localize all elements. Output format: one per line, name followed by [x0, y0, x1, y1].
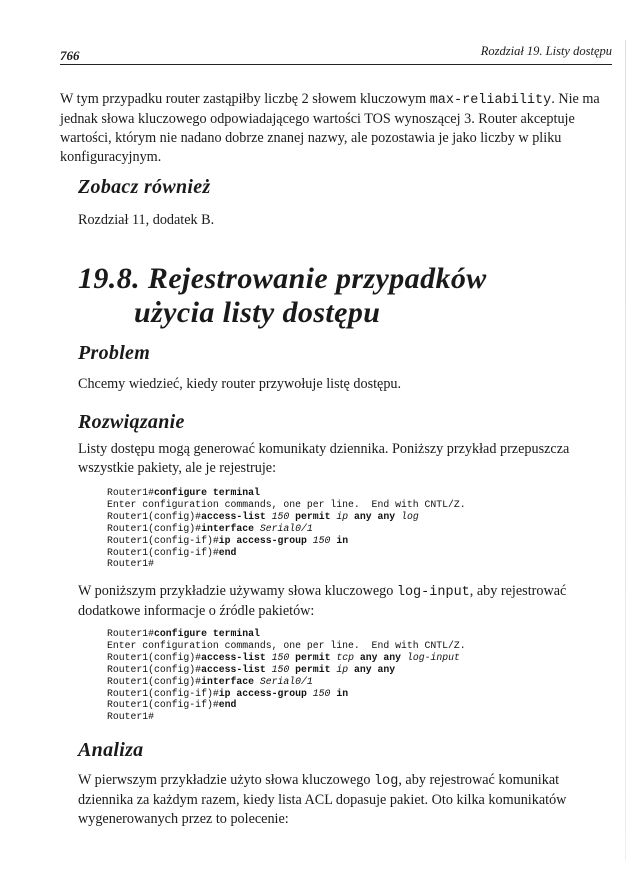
section-title-1: Rejestrowanie przypadków	[147, 262, 487, 295]
section-title-line-1	[78, 262, 487, 296]
analysis-text-2: , aby rejestrować komunikat dziennika za każdym razem, kiedy lista ACL dopasuje pakiet. Oto kilka komunikatów wygenerowanych przez to polecenie:	[78, 772, 567, 827]
intro-keyword: max-reliability	[429, 93, 552, 108]
page-number: 766	[60, 48, 80, 63]
solution-heading: Rozwiązanie	[78, 411, 185, 433]
analysis-text-1: W pierwszym przykładzie użyto słowa kluczowego	[78, 772, 375, 788]
running-title: Rozdział 19. Listy dostępu	[480, 44, 612, 58]
middle-keyword: log-input	[396, 585, 470, 600]
intro-paragraph	[60, 90, 612, 167]
code-block-2: Router1#configure terminal Enter configuration commands, one per line. End with CNTL/Z. Router1(config)#access-list 150 permit tcp any any log-input Router1(config)#access-list 150 permit ip any any Router1(config)#interface Serial0/1 Router1(config-if)#ip access-group 150 in Router1(config-if)#end Router1#	[107, 628, 466, 723]
analysis-keyword: log	[374, 774, 399, 789]
solution-text: Listy dostępu mogą generować komunikaty dziennika. Poniższy przykład przepuszcza wszystkie pakiety, ale je rejestruje:	[78, 441, 570, 476]
intro-text-1: W tym przypadku router zastąpiłby liczbę 2 słowem kluczowym	[60, 91, 430, 107]
see-also-heading: Zobacz również	[78, 176, 211, 198]
solution-paragraph	[78, 440, 608, 478]
analysis-paragraph	[78, 771, 608, 829]
problem-text: Chcemy wiedzieć, kiedy router przywołuje listę dostępu.	[78, 376, 402, 392]
see-also-text: Rozdział 11, dodatek B.	[78, 212, 215, 228]
problem-paragraph	[78, 375, 401, 394]
analysis-heading: Analiza	[78, 739, 144, 761]
see-also-paragraph	[78, 211, 214, 230]
middle-text-2: , aby rejestrować dodatkowe informacje o źródle pakietów:	[78, 583, 567, 619]
section-title-line-2: użycia listy dostępu	[134, 296, 381, 329]
page-edge-shadow	[625, 40, 626, 860]
intro-text-2: . Nie ma jednak słowa kluczowego odpowiadającego wartości TOS wynoszącej 3. Router akceptuje wartości, którym nie nadano dobrze znanej nazwy, ale pozostawia je jako liczby w pliku konfiguracyjnym.	[60, 91, 600, 165]
middle-paragraph	[78, 582, 608, 621]
code-block-1: Router1#configure terminal Enter configuration commands, one per line. End with CNTL/Z. Router1(config)#access-list 150 permit ip any any log Router1(config)#interface Serial0/1 Router1(config-if)#ip access-group 150 in Router1(config-if)#end Router1#	[107, 487, 466, 570]
middle-text-1: W poniższym przykładzie używamy słowa kluczowego	[78, 583, 397, 599]
problem-heading: Problem	[78, 342, 151, 364]
section-number: 19.8.	[78, 262, 140, 295]
page-header	[60, 44, 612, 65]
